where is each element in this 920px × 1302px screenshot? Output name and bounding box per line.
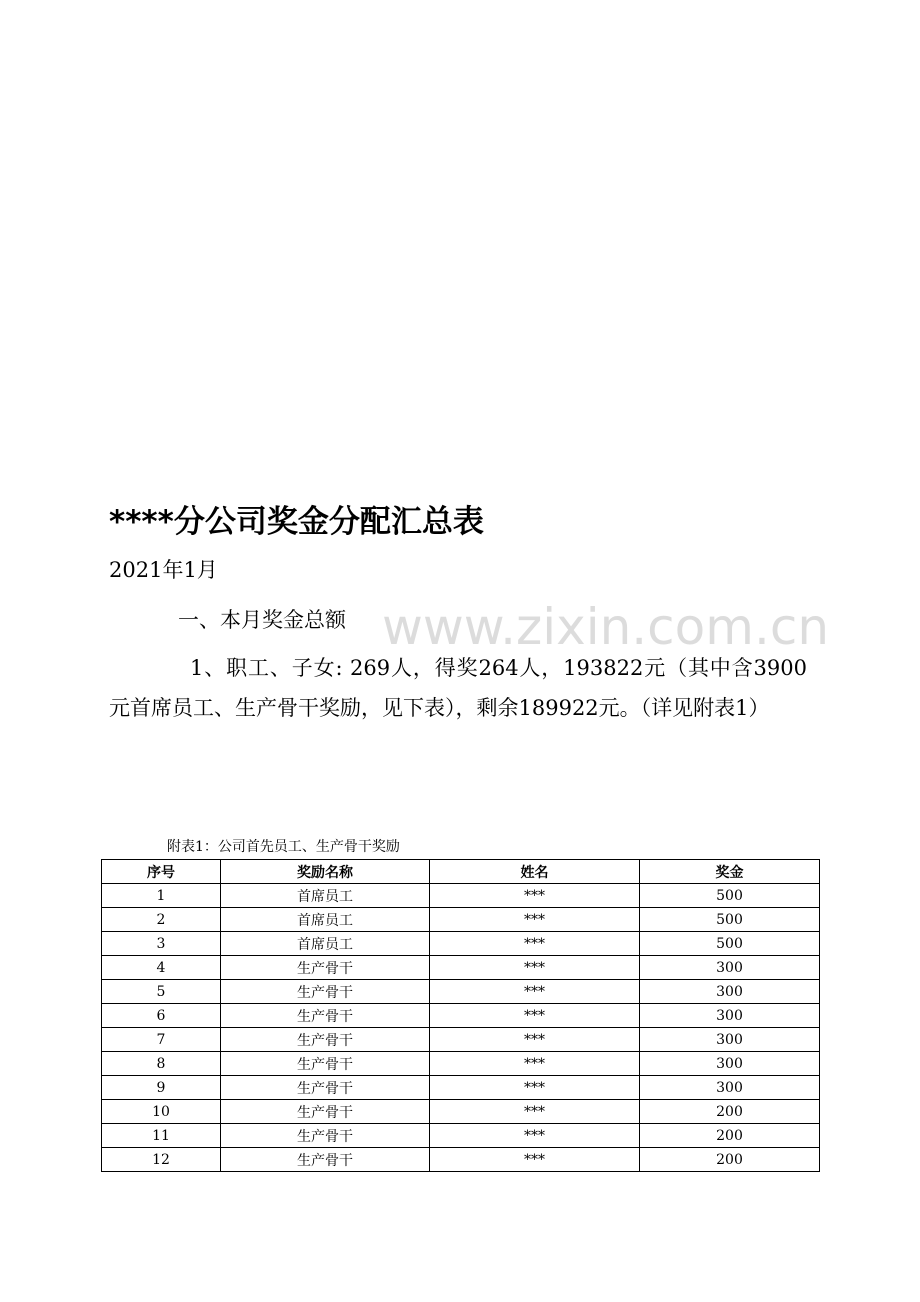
- table-row: [102, 1148, 820, 1172]
- cell-person-name: ***: [430, 980, 640, 1004]
- cell-bonus: 200: [640, 1148, 820, 1172]
- cell-bonus: 300: [640, 1076, 820, 1100]
- table-row: [102, 932, 820, 956]
- cell-bonus: 200: [640, 1124, 820, 1148]
- header-serial: 序号: [102, 860, 221, 884]
- cell-person-name: ***: [430, 908, 640, 932]
- cell-serial: 1: [102, 884, 221, 908]
- cell-bonus: 200: [640, 1100, 820, 1124]
- cell-bonus: 300: [640, 1028, 820, 1052]
- cell-person-name: ***: [430, 884, 640, 908]
- cell-bonus: 500: [640, 908, 820, 932]
- cell-person-name: ***: [430, 932, 640, 956]
- cell-serial: 12: [102, 1148, 221, 1172]
- header-bonus: 奖金: [640, 860, 820, 884]
- cell-award-name: 生产骨干: [221, 1004, 430, 1028]
- cell-serial: 5: [102, 980, 221, 1004]
- cell-serial: 8: [102, 1052, 221, 1076]
- cell-serial: 9: [102, 1076, 221, 1100]
- table-caption: 附表1：公司首先员工、生产骨干奖励: [167, 839, 400, 855]
- cell-award-name: 生产骨干: [221, 980, 430, 1004]
- cell-serial: 6: [102, 1004, 221, 1028]
- cell-bonus: 300: [640, 1052, 820, 1076]
- cell-award-name: 生产骨干: [221, 1028, 430, 1052]
- bonus-table: [101, 859, 820, 1172]
- cell-serial: 2: [102, 908, 221, 932]
- cell-person-name: ***: [430, 1124, 640, 1148]
- cell-bonus: 300: [640, 956, 820, 980]
- section-heading: 一、本月奖金总额: [178, 608, 346, 632]
- cell-serial: 10: [102, 1100, 221, 1124]
- cell-bonus: 300: [640, 980, 820, 1004]
- table-row: [102, 884, 820, 908]
- cell-person-name: ***: [430, 956, 640, 980]
- cell-award-name: 生产骨干: [221, 1052, 430, 1076]
- cell-award-name: 生产骨干: [221, 956, 430, 980]
- header-award-name: 奖励名称: [221, 860, 430, 884]
- cell-person-name: ***: [430, 1004, 640, 1028]
- cell-person-name: ***: [430, 1028, 640, 1052]
- cell-bonus: 500: [640, 932, 820, 956]
- cell-award-name: 生产骨干: [221, 1148, 430, 1172]
- cell-bonus: 500: [640, 884, 820, 908]
- summary-paragraph: 1、职工、子女: 269人，得奖264人，193822元（其中含3900元首席员工、生产骨干奖励，见下表），剩余189922元。（详见附表1）: [109, 656, 807, 720]
- cell-serial: 4: [102, 956, 221, 980]
- cell-award-name: 生产骨干: [221, 1100, 430, 1124]
- table-row: [102, 1028, 820, 1052]
- table-row: [102, 980, 820, 1004]
- cell-award-name: 首席员工: [221, 908, 430, 932]
- cell-bonus: 300: [640, 1004, 820, 1028]
- cell-serial: 3: [102, 932, 221, 956]
- cell-award-name: 生产骨干: [221, 1124, 430, 1148]
- table-row: [102, 1004, 820, 1028]
- cell-award-name: 生产骨干: [221, 1076, 430, 1100]
- table-row: [102, 1052, 820, 1076]
- cell-person-name: ***: [430, 1076, 640, 1100]
- document-date: 2021年1月: [109, 558, 218, 582]
- cell-award-name: 首席员工: [221, 932, 430, 956]
- cell-serial: 11: [102, 1124, 221, 1148]
- table-row: [102, 956, 820, 980]
- table-row: [102, 1076, 820, 1100]
- table-header-row: [102, 860, 820, 884]
- table-row: [102, 908, 820, 932]
- document-title: ****分公司奖金分配汇总表: [109, 504, 484, 540]
- header-person-name: 姓名: [430, 860, 640, 884]
- cell-person-name: ***: [430, 1148, 640, 1172]
- cell-award-name: 首席员工: [221, 884, 430, 908]
- cell-person-name: ***: [430, 1052, 640, 1076]
- watermark: www.zixin.com.cn: [382, 598, 830, 656]
- cell-serial: 7: [102, 1028, 221, 1052]
- cell-person-name: ***: [430, 1100, 640, 1124]
- table-row: [102, 1124, 820, 1148]
- table-row: [102, 1100, 820, 1124]
